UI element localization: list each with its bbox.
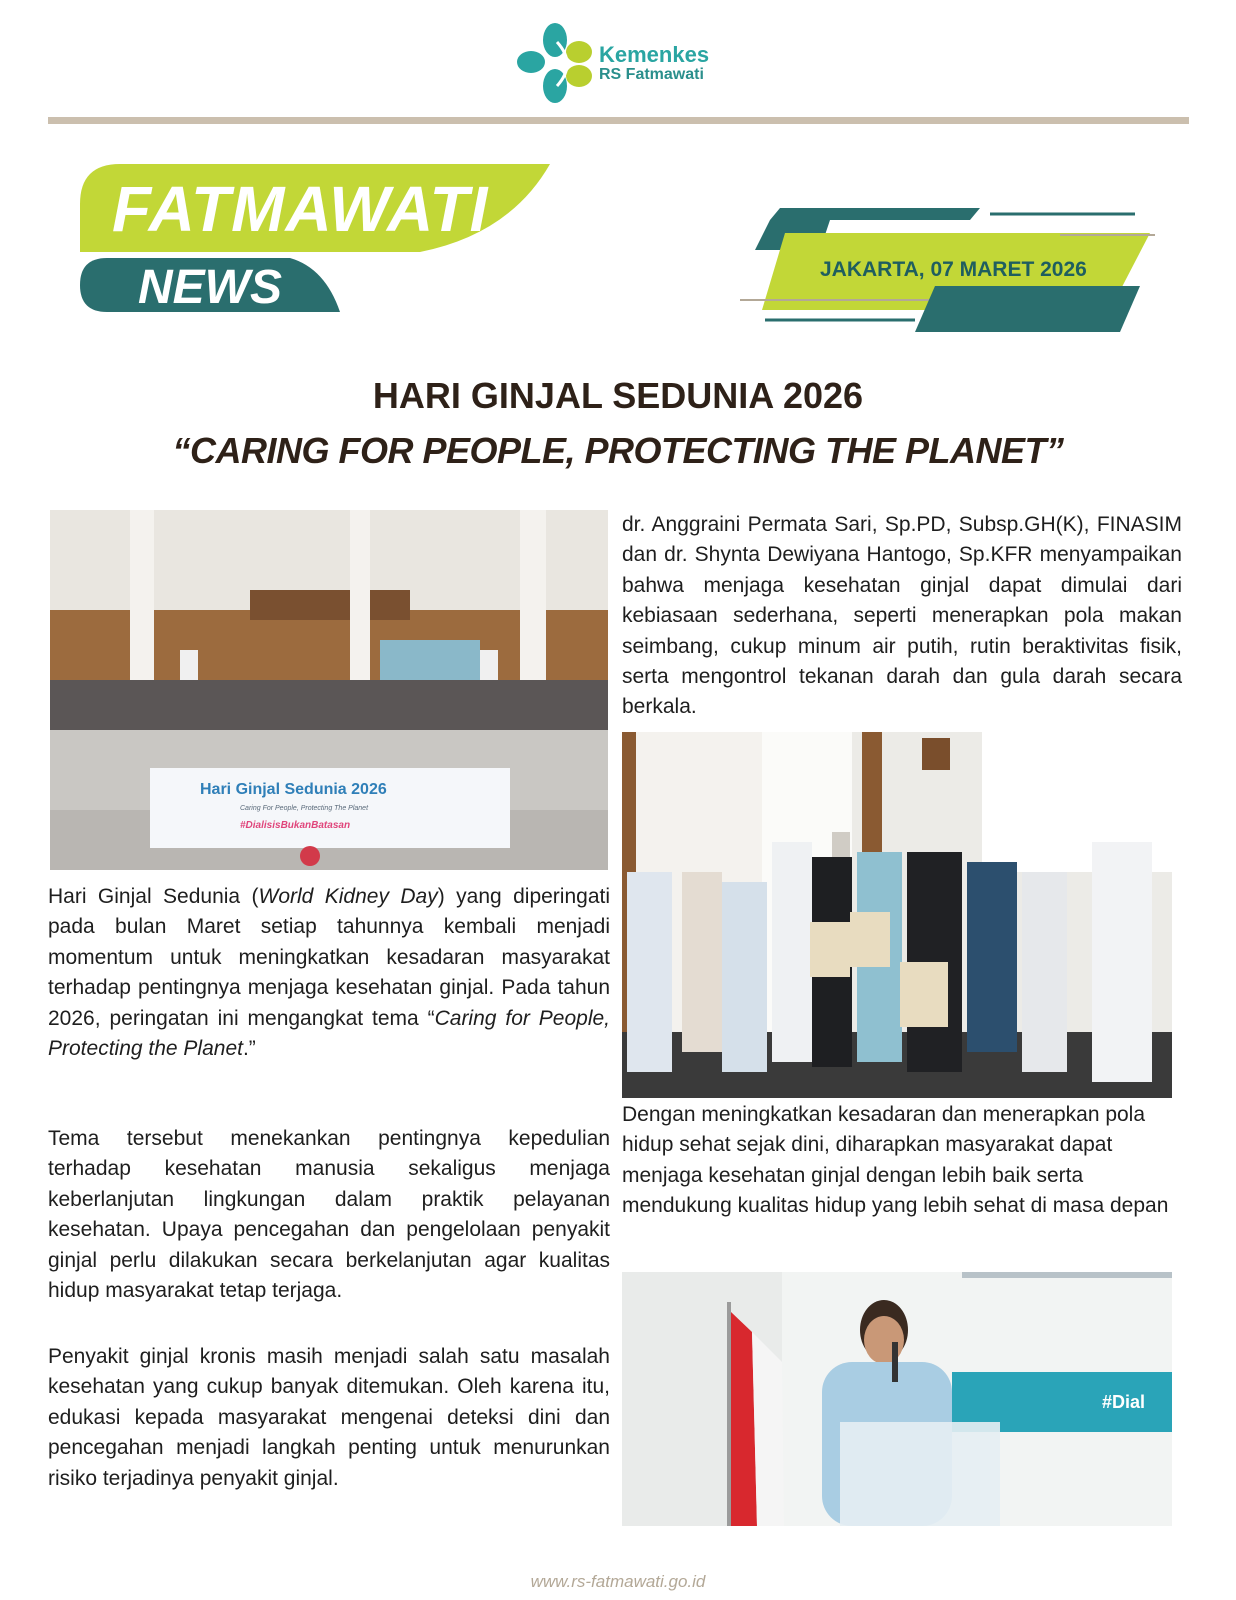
header-divider xyxy=(48,117,1189,124)
masthead-subtitle: NEWS xyxy=(138,261,282,314)
kemenkes-logo xyxy=(517,22,717,106)
banner-title: Hari Ginjal Sedunia 2026 xyxy=(200,781,387,798)
group-photo xyxy=(50,510,608,870)
issue-date: JAKARTA, 07 MARET 2026 xyxy=(820,258,1087,281)
article-theme: “CARING FOR PEOPLE, PROTECTING THE PLANET” xyxy=(172,430,1064,471)
brand-subname: RS Fatmawati xyxy=(599,66,704,83)
screen-hashtag: #Dial xyxy=(1102,1392,1146,1412)
paragraph-ckd: Penyakit ginjal kronis masih menjadi salah satu masalah kesehatan yang cukup banyak ditemukan. Oleh karena itu, edukasi kepada masyarakat mengenai deteksi dini dan pencegahan menjadi langkah penting untuk menurunkan risiko terjadinya penyakit ginjal. xyxy=(48,1345,610,1490)
banner-subtitle: Caring For People, Protecting The Planet xyxy=(240,805,369,812)
paragraph-theme: Tema tersebut menekankan pentingnya kepedulian terhadap kesehatan manusia sekaligus menjaga keberlanjutan lingkungan dalam praktik pelayanan kesehatan. Upaya pencegahan dan pengelolaan penyakit ginjal perlu dilakukan secara berkelanjutan agar kualitas hidup masyarakat tetap terjaga. xyxy=(48,1127,610,1303)
masthead-title: FATMAWATI xyxy=(112,173,489,245)
paragraph-doctors: dr. Anggraini Permata Sari, Sp.PD, Subsp.GH(K), FINASIM dan dr. Shynta Dewiyana Hantogo, Sp.KFR menyampaikan bahwa menjaga kesehatan ginjal dapat dimulai dari kebiasaan sederhana, seperti menerapkan pola makan seimbang, cukup minum air putih, rutin beraktivitas fisik, serta mengontrol tekanan darah dan gula darah secara berkala. xyxy=(622,513,1182,719)
staff-photo xyxy=(622,732,1172,1098)
article-headline: HARI GINJAL SEDUNIA 2026 xyxy=(372,375,864,416)
footer-url: www.rs-fatmawati.go.id xyxy=(530,1572,706,1591)
paragraph-closing: Dengan meningkatkan kesadaran dan menerapkan pola hidup sehat sejak dini, diharapkan masyarakat dapat menjaga kesehatan ginjal dengan lebih baik serta mendukung kualitas hidup yang lebih sehat di masa depan xyxy=(622,1103,1169,1218)
banner-hashtag: #DialisisBukanBatasan xyxy=(240,820,351,831)
speaker-photo xyxy=(622,1272,1172,1526)
kemenkes-leaf-icon xyxy=(517,22,593,106)
brand-name: Kemenkes xyxy=(599,42,710,67)
paragraph-intro: Hari Ginjal Sedunia (World Kidney Day) yang diperingati pada bulan Maret setiap tahunnya kembali menjadi momentum untuk meningkatkan kesadaran masyarakat terhadap pentingnya menjaga kesehatan ginjal. Pada tahun 2026, peringatan ini mengangkat tema “Caring for People, Protecting the Planet.” xyxy=(48,885,610,1061)
